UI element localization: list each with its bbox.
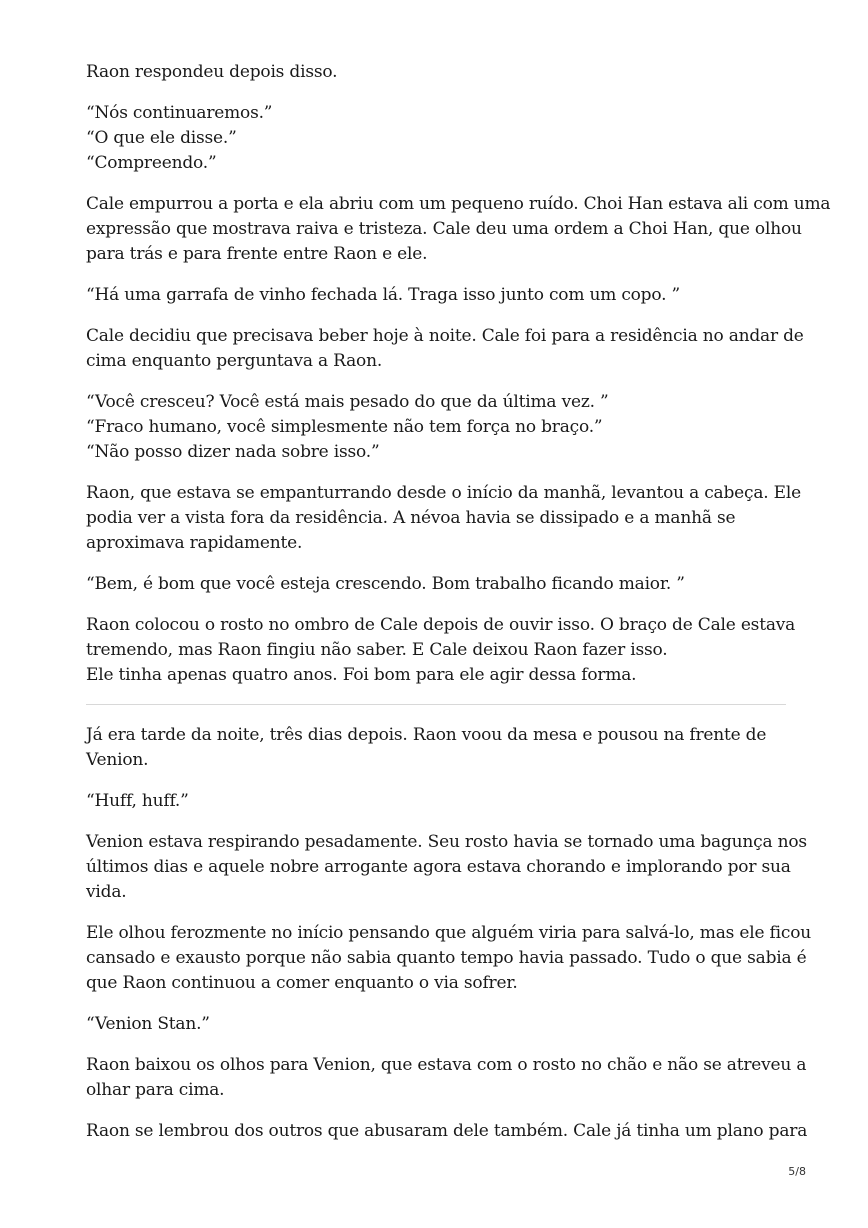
text-line: vida. — [86, 882, 127, 902]
paragraph — [86, 101, 786, 176]
text-line: cansado e exausto porque não sabia quanto tempo havia passado. Tudo o que sabia é — [86, 948, 807, 968]
paragraph — [86, 921, 811, 996]
page-number: 5/8 — [788, 1165, 806, 1178]
text-line: podia ver a vista fora da residência. A névoa havia se dissipado e a manhã se — [86, 508, 736, 528]
text-line: tremendo, mas Raon fingiu não saber. E Cale deixou Raon fazer isso. — [86, 640, 668, 660]
paragraph — [86, 192, 831, 267]
text-line: Raon, que estava se empanturrando desde o início da manhã, levantou a cabeça. Ele — [86, 483, 801, 503]
text-line: Raon respondeu depois disso. — [86, 62, 338, 82]
text-section-1 — [86, 60, 831, 688]
paragraph — [86, 283, 786, 308]
text-line: “Fraco humano, você simplesmente não tem força no braço.” — [86, 417, 603, 437]
text-line: “Não posso dizer nada sobre isso.” — [86, 442, 380, 462]
text-line: olhar para cima. — [86, 1080, 225, 1100]
text-line: para trás e para frente entre Raon e ele. — [86, 244, 428, 264]
text-line: “Compreendo.” — [86, 153, 217, 173]
paragraph — [86, 789, 786, 814]
text-line: expressão que mostrava raiva e tristeza. Cale deu uma ordem a Choi Han, que olhou — [86, 219, 802, 239]
text-line: Ele olhou ferozmente no início pensando que alguém viria para salvá-lo, mas ele ficou — [86, 923, 811, 943]
text-line: Venion estava respirando pesadamente. Seu rosto havia se tornado uma bagunça nos — [86, 832, 807, 852]
paragraph — [86, 723, 786, 773]
text-line: Raon baixou os olhos para Venion, que estava com o rosto no chão e não se atreveu a — [86, 1055, 807, 1075]
text-line: últimos dias e aquele nobre arrogante agora estava chorando e implorando por sua — [86, 857, 791, 877]
paragraph — [86, 60, 786, 85]
text-line: Ele tinha apenas quatro anos. Foi bom para ele agir dessa forma. — [86, 665, 637, 685]
paragraph — [86, 481, 801, 556]
paragraph — [86, 1053, 807, 1103]
paragraph — [86, 830, 807, 905]
paragraph — [86, 572, 786, 597]
paragraph — [86, 390, 786, 465]
text-line: “Bem, é bom que você esteja crescendo. Bom trabalho ficando maior. ” — [86, 574, 685, 594]
paragraph — [86, 1119, 808, 1144]
paragraph — [86, 1012, 786, 1037]
text-line: cima enquanto perguntava a Raon. — [86, 351, 383, 371]
text-section-2 — [86, 723, 811, 1144]
text-line: “Há uma garrafa de vinho fechada lá. Traga isso junto com um copo. ” — [86, 285, 680, 305]
text-line: “Você cresceu? Você está mais pesado do que da última vez. ” — [86, 392, 609, 412]
text-line: Cale empurrou a porta e ela abriu com um pequeno ruído. Choi Han estava ali com uma — [86, 194, 831, 214]
section-divider — [86, 704, 786, 705]
text-line: Cale decidiu que precisava beber hoje à noite. Cale foi para a residência no andar de — [86, 326, 804, 346]
document-page — [86, 60, 831, 1160]
text-line: que Raon continuou a comer enquanto o via sofrer. — [86, 973, 518, 993]
text-line: Raon se lembrou dos outros que abusaram dele também. Cale já tinha um plano para — [86, 1121, 808, 1141]
paragraph — [86, 613, 796, 688]
text-line: “Venion Stan.” — [86, 1014, 210, 1034]
text-line: aproximava rapidamente. — [86, 533, 303, 553]
text-line: “Nós continuaremos.” — [86, 103, 273, 123]
text-line: “O que ele disse.” — [86, 128, 237, 148]
text-line: Venion. — [86, 750, 149, 770]
text-line: Raon colocou o rosto no ombro de Cale depois de ouvir isso. O braço de Cale estava — [86, 615, 796, 635]
text-line: “Huff, huff.” — [86, 791, 189, 811]
paragraph — [86, 324, 804, 374]
text-line: Já era tarde da noite, três dias depois. Raon voou da mesa e pousou na frente de — [86, 725, 767, 745]
